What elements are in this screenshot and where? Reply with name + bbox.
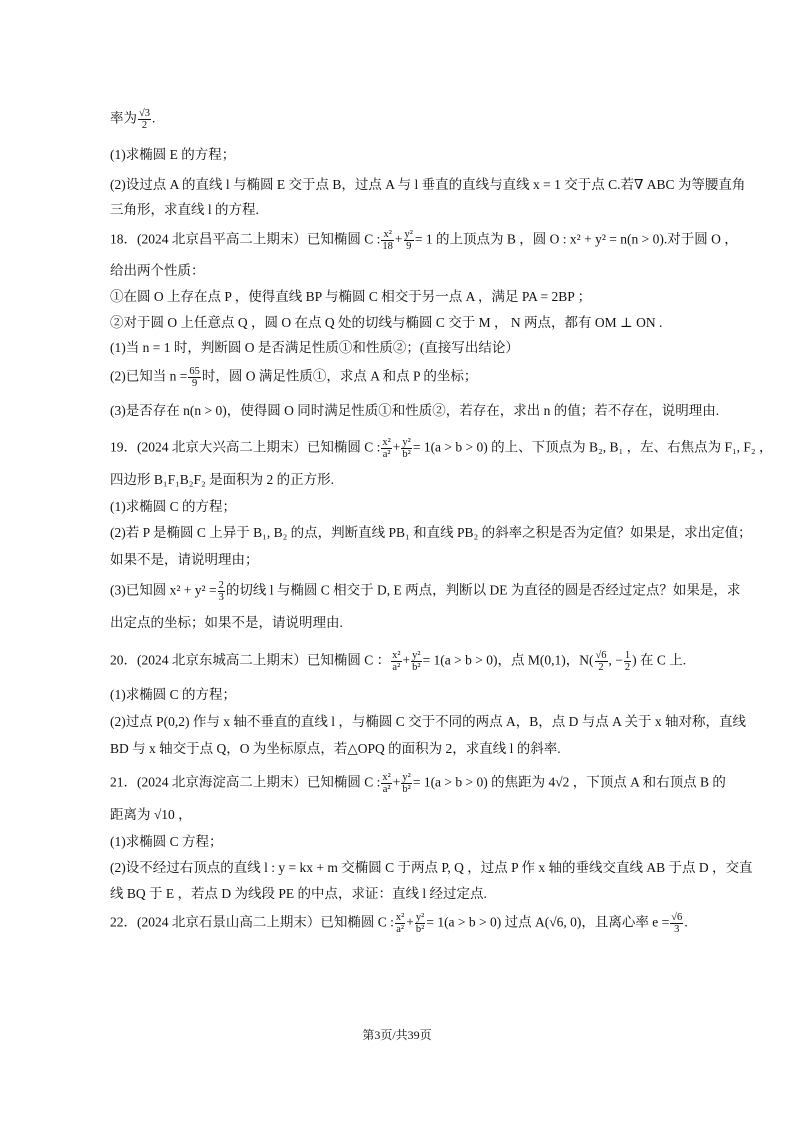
- numerator: 65: [189, 366, 200, 377]
- numerator: √6: [595, 650, 607, 661]
- q18-part2: [110, 366, 690, 389]
- q17-part1: (1)求椭圆 E 的方程；: [110, 147, 236, 162]
- q18-part3: (3)是否存在 n(n > 0)，使得圆 O 同时满足性质①和性质②，若存在，求出 n 的值；若不存在，说明理由.: [110, 403, 720, 418]
- fraction: [670, 912, 683, 935]
- q18-stem-line2: 给出两个性质：: [110, 263, 205, 278]
- q21-part2-line1: (2)设不经过右顶点的直线 l : y = kx + m 交椭圆 C 于两点 P, Q ，过点 P 作 x 轴的垂线交直线 AB 于点 D ，交直: [110, 860, 753, 875]
- fraction: [595, 650, 608, 673]
- denominator: b²: [402, 784, 411, 795]
- fraction: [401, 772, 411, 795]
- denominator: a²: [396, 924, 404, 935]
- q20-part2-line2: BD 与 x 轴交于点 Q，O 为坐标原点，若△OPQ 的面积为 2，求直线 l 的斜率.: [110, 741, 561, 756]
- q18-property2: ②对于圆 O 上任意点 Q ，圆 O 在点 Q 处的切线与椭圆 C 交于 M ， N 两点，都有 OM ⊥ ON .: [110, 315, 663, 330]
- denominator: 9: [191, 378, 198, 389]
- text: = 1 的上顶点为 B ，圆 O : x² + y² = n(n > 0).对于圆 O ，: [414, 231, 738, 247]
- fraction: [381, 437, 391, 460]
- q20-part1: (1)求椭圆 C 的方程；: [110, 687, 236, 702]
- fraction: [624, 650, 631, 673]
- q21-stem-line1: 21．(2024 北京海淀高二上期末）已知椭圆 C : $\frac{\text{x²}}{\text{a²}}$ + $\frac{\text{y²}}{\text{b²}}$ = 1(a > b > 0) 的焦距为 4√2 ，下顶点 A 和右顶点 B 的: [110, 772, 726, 795]
- numerator: x²: [395, 912, 405, 923]
- q20-part2-line1: (2)过点 P(0,2) 作与 x 轴不垂直的直线 l ，与椭圆 C 交于不同的两点 A，B，点 D 与点 A 关于 x 轴对称，直线: [110, 714, 747, 729]
- fraction: [188, 366, 201, 389]
- fraction: [401, 437, 411, 460]
- fraction: [381, 229, 394, 252]
- fraction: [218, 580, 225, 603]
- numerator: y²: [404, 229, 413, 240]
- q21-stem-line2: 距离为 √10 ，: [110, 807, 192, 822]
- q18-property1: ①在圆 O 上存在点 P ，使得直线 BP 与椭圆 C 相交于另一点 A ，满足 PA = 2BP ；: [110, 289, 592, 304]
- denominator: 2: [141, 120, 148, 131]
- q22-stem: 22．(2024 北京石景山高二上期末）已知椭圆 C : $\frac{\text{x²}}{\text{a²}}$ + $\frac{\text{y²}}{\text{b²}}$ = 1(a > b > 0) 过点 A(√6, 0)，且离心率 e = $\frac{√6}{3}$ .: [110, 912, 688, 935]
- denominator: a²: [392, 662, 401, 673]
- text: (3)已知圆 x² + y² =: [110, 582, 217, 598]
- q21-part2-line2: 线 BQ 于 E ，若点 D 为线段 PE 的中点，求证：直线 l 经过定点.: [110, 886, 487, 901]
- text: 22．(2024 北京石景山高二上期末）已知椭圆 C :: [110, 914, 394, 930]
- q17-part2-line2: 三角形，求直线 l 的方程.: [110, 202, 259, 217]
- fraction: [391, 650, 401, 673]
- denominator: a²: [382, 784, 391, 795]
- text: = 1(a > b > 0) 的上、下顶点为 B₂, B₁ ，左、右焦点为 F₁, F₂ ，: [412, 439, 773, 455]
- text: ) 在 C 上.: [632, 652, 687, 668]
- denominator: 18: [382, 241, 393, 252]
- numerator: x²: [382, 437, 391, 448]
- denominator: 3: [674, 924, 680, 935]
- q19-part2-line1: (2)若 P 是椭圆 C 上异于 B₁, B₂ 的点，判断直线 PB₁ 和直线 PB₂ 的斜率之积是否为定值？如果是，求出定值；: [110, 525, 752, 540]
- text: 18．(2024 北京昌平高二上期末）已知椭圆 C :: [110, 231, 381, 247]
- q19-part3-line1: [110, 580, 741, 603]
- page-footer: 第3页/共39页: [362, 1028, 432, 1042]
- text: = 1(a > b > 0) 的焦距为 4√2 ，下顶点 A 和右顶点 B 的: [412, 774, 726, 790]
- q18-part1: (1)当 n = 1 时，判断圆 O 是否满足性质①和性质②；(直接写出结论）: [110, 340, 519, 355]
- fraction: [404, 229, 414, 252]
- denominator: b²: [415, 924, 425, 935]
- q19-part2-line2: 如果不是，请说明理由；: [110, 552, 259, 567]
- numerator: y²: [402, 437, 411, 448]
- q19-part1: (1)求椭圆 C 的方程；: [110, 499, 236, 514]
- denominator: 3: [218, 592, 224, 603]
- text: = 1(a > b > 0)，点 M(0,1)，N(: [422, 652, 594, 668]
- numerator: x²: [392, 650, 401, 661]
- numerator: x²: [382, 772, 391, 783]
- fraction: [138, 108, 151, 131]
- text: , −: [608, 652, 623, 668]
- text: 21．(2024 北京海淀高二上期末）已知椭圆 C :: [110, 774, 381, 790]
- denominator: 2: [624, 662, 631, 673]
- numerator: √6: [671, 912, 683, 923]
- text: 时，圆 O 满足性质①，求点 A 和点 P 的坐标；: [201, 368, 478, 384]
- q21-part1: (1)求椭圆 C 方程；: [110, 834, 223, 849]
- numerator: √3: [139, 108, 151, 119]
- numerator: y²: [412, 650, 421, 661]
- text: 的切线 l 与椭圆 C 相交于 D, E 两点，判断以 DE 为直径的圆是否经过定点？如果是，求: [225, 582, 741, 598]
- text: 率为: [110, 110, 137, 126]
- denominator: b²: [412, 662, 421, 673]
- denominator: 9: [406, 241, 412, 252]
- denominator: b²: [402, 449, 411, 460]
- q19-stem-line1: 19．(2024 北京大兴高二上期末）已知椭圆 C : $\frac{\text{x²}}{\text{a²}}$ + $\frac{\text{y²}}{\text{b²}}$ = 1(a > b > 0) 的上、下顶点为 B₂, B₁ ，左、右焦点为 F₁, F₂ ，: [110, 437, 773, 460]
- numerator: 1: [624, 650, 631, 661]
- text: .: [684, 914, 688, 930]
- denominator: a²: [382, 449, 391, 460]
- numerator: y²: [415, 912, 425, 923]
- text: = 1(a > b > 0) 过点 A(√6, 0)，且离心率 e =: [426, 914, 670, 930]
- q17-part2-line1: (2)设过点 A 的直线 l 与椭圆 E 交于点 B，过点 A 与 l 垂直的直线与直线 x = 1 交于点 C.若∇ ABC 为等腰直角: [110, 177, 746, 192]
- numerator: x²: [381, 229, 394, 241]
- q19-part3-line2: 出定点的坐标；如果不是，请说明理由.: [110, 615, 343, 630]
- text: (2)已知当 n =: [110, 368, 188, 384]
- q18-stem-line1: 18．(2024 北京昌平高二上期末）已知椭圆 C : $\frac{\text{x²}}{18}$ + $\frac{\text{y²}}{9}$ = 1 的上顶点为 B ，圆 O : x² + y² = n(n > 0).对于圆 O ，: [110, 229, 738, 252]
- text: 19．(2024 北京大兴高二上期末）已知椭圆 C :: [110, 439, 381, 455]
- fraction: [381, 772, 391, 795]
- q20-stem: 20．(2024 北京东城高二上期末）已知椭圆 C ： $\frac{\text{x²}}{\text{a²}}$ + $\frac{\text{y²}}{\text{b²}}$ = 1(a > b > 0)，点 M(0,1)，N( $\frac{√6}{2}$ , − $\frac{1}{2}$ ) 在 C 上.: [110, 650, 687, 673]
- numerator: y²: [402, 772, 411, 783]
- fraction: [411, 650, 421, 673]
- line-eccentricity: [110, 108, 690, 131]
- text: .: [152, 110, 156, 126]
- denominator: 2: [598, 662, 604, 673]
- numerator: 2: [218, 580, 224, 591]
- q19-stem-line2: 四边形 B₁F₁B₂F₂ 是面积为 2 的正方形.: [110, 472, 334, 487]
- fraction: [395, 912, 405, 935]
- text: 20．(2024 北京东城高二上期末）已知椭圆 C ：: [110, 652, 391, 668]
- fraction: [415, 912, 425, 935]
